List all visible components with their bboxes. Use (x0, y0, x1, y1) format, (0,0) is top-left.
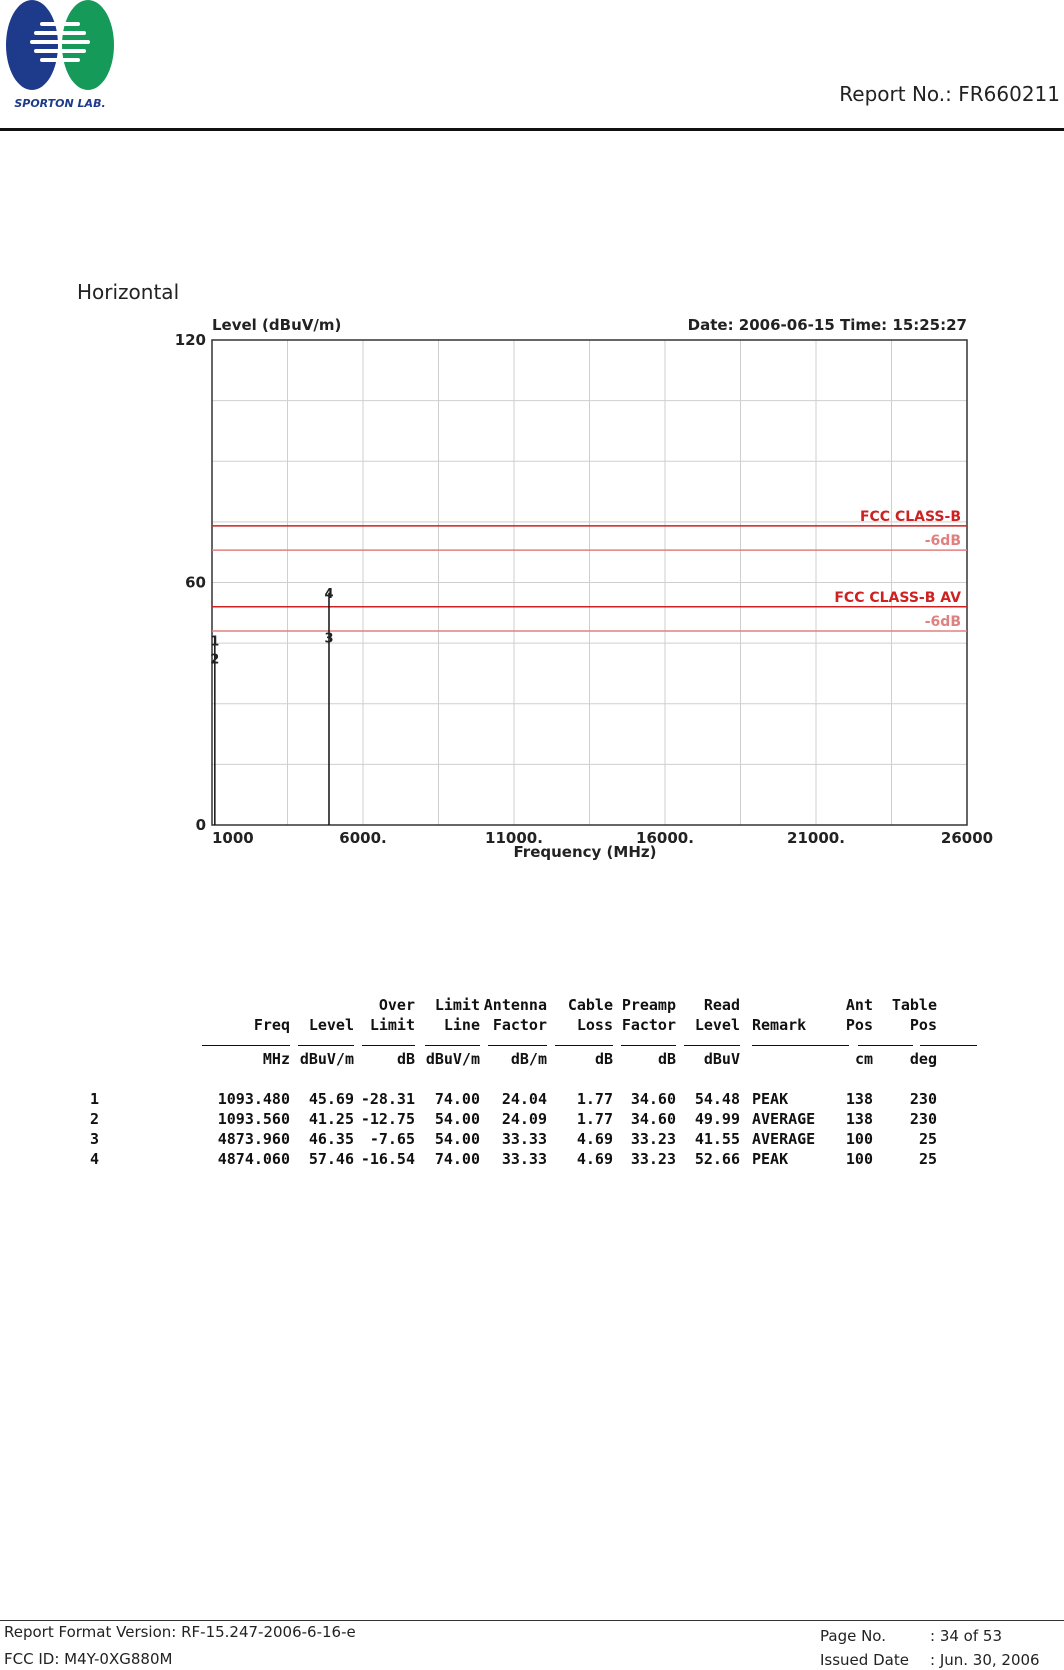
table-cell: 33.33 (501, 1150, 547, 1168)
header-underline (684, 1045, 740, 1046)
table-cell: 24.04 (501, 1090, 547, 1108)
x-tick-label: 11000. (485, 829, 543, 847)
row-number: 4 (90, 1150, 100, 1168)
report-number: Report No.: FR660211 (839, 82, 1060, 106)
table-cell: 74.00 (434, 1090, 480, 1108)
table-cell: 24.09 (501, 1110, 547, 1128)
table-cell: 4874.060 (217, 1150, 290, 1168)
table-cell: 52.66 (694, 1150, 740, 1168)
issued-date-value: : Jun. 30, 2006 (930, 1651, 1040, 1669)
x-tick-label: 1000 (212, 829, 254, 847)
marker-lines (210, 587, 333, 825)
x-tick-label: 21000. (787, 829, 845, 847)
table-cell: 54.00 (434, 1130, 480, 1148)
y-tick-label: 60 (185, 573, 206, 592)
footer-divider (0, 1620, 1064, 1621)
table-cell: AVERAGE (752, 1130, 816, 1148)
row-number: 3 (90, 1130, 100, 1148)
logo-text: SPORTON LAB. (14, 97, 106, 110)
sporton-lab-logo (4, 0, 116, 112)
marker-label: 3 (324, 631, 334, 647)
table-cell: AVERAGE (752, 1110, 816, 1128)
table-cell: -12.75 (360, 1110, 415, 1128)
table-cell: 100 (845, 1150, 873, 1168)
emission-chart (165, 310, 995, 880)
table-cell: -28.31 (360, 1090, 415, 1108)
table-header: Level (694, 1016, 740, 1034)
table-header-top: Antenna (483, 996, 547, 1014)
limit-line-label: -6dB (924, 614, 961, 630)
table-cell: 41.55 (694, 1130, 740, 1148)
table-cell: -16.54 (360, 1150, 415, 1168)
x-tick-label: 6000. (339, 829, 387, 847)
table-unit: dB (396, 1050, 415, 1068)
header-underline (425, 1045, 480, 1046)
table-unit: dB/m (510, 1050, 547, 1068)
table-unit: dB (657, 1050, 676, 1068)
table-header: Factor (621, 1016, 676, 1034)
table-cell: 54.00 (434, 1110, 480, 1128)
table-header: Factor (492, 1016, 547, 1034)
table-cell: 54.48 (694, 1090, 740, 1108)
table-unit: cm (854, 1050, 873, 1068)
header-underline (858, 1045, 913, 1046)
table-cell: 45.69 (308, 1090, 354, 1108)
table-cell: -7.65 (369, 1130, 415, 1148)
table-header: Freq (253, 1016, 290, 1034)
table-cell: PEAK (752, 1090, 789, 1108)
table-cell: 74.00 (434, 1150, 480, 1168)
table-header: Remark (752, 1016, 807, 1034)
header-underline (621, 1045, 676, 1046)
table-header: Level (308, 1016, 354, 1034)
chart-timestamp: Date: 2006-06-15 Time: 15:25:27 (687, 316, 967, 334)
table-cell: 33.23 (630, 1150, 676, 1168)
table-cell: 33.33 (501, 1130, 547, 1148)
table-cell: 33.23 (630, 1130, 676, 1148)
table-header-top: Over (378, 996, 415, 1014)
report-format-version: Report Format Version: RF-15.247-2006-6-16-e (4, 1623, 356, 1641)
table-cell: 25 (918, 1150, 937, 1168)
table-cell: 1093.480 (217, 1090, 290, 1108)
header-underline (488, 1045, 547, 1046)
table-cell: 34.60 (630, 1110, 676, 1128)
x-tick-label: 26000 (940, 829, 994, 847)
table-unit: dBuV/m (299, 1050, 354, 1068)
header-underline (202, 1045, 290, 1046)
marker-label: 1 (210, 634, 220, 650)
section-title: Horizontal (77, 280, 180, 304)
row-number: 2 (90, 1110, 100, 1128)
table-cell: 4.69 (576, 1130, 613, 1148)
table-header-top: Read (703, 996, 740, 1014)
table-cell: 57.46 (308, 1150, 354, 1168)
table-header-top: Ant (845, 996, 873, 1014)
table-cell: 4.69 (576, 1150, 613, 1168)
issued-date-label: Issued Date (820, 1651, 909, 1669)
header-underline (752, 1045, 849, 1046)
table-cell: 46.35 (308, 1130, 354, 1148)
table-unit: MHz (262, 1050, 290, 1068)
header-underline (555, 1045, 613, 1046)
y-tick-label: 0 (195, 816, 206, 834)
page-value: : 34 of 53 (930, 1627, 1002, 1645)
header-underline (298, 1045, 354, 1046)
limit-line-label: FCC CLASS-B AV (834, 589, 961, 606)
table-cell: 230 (909, 1110, 937, 1128)
x-axis-label: Frequency (MHz) (513, 843, 657, 861)
table-cell: 1.77 (576, 1110, 613, 1128)
table-header-top: Limit (434, 996, 480, 1014)
row-number: 1 (90, 1090, 100, 1108)
y-axis-label: Level (dBuV/m) (212, 316, 342, 334)
table-cell: 138 (845, 1090, 873, 1108)
table-cell: 25 (918, 1130, 937, 1148)
table-header-top: Table (891, 996, 937, 1014)
header-divider (0, 128, 1064, 131)
table-header-top: Cable (567, 996, 613, 1014)
header-underline (920, 1045, 977, 1046)
table-unit: deg (909, 1050, 937, 1068)
table-unit: dBuV (703, 1050, 740, 1068)
table-unit: dB (594, 1050, 613, 1068)
marker-label: 4 (324, 586, 334, 602)
table-unit: dBuV/m (425, 1050, 480, 1068)
page-label: Page No. (820, 1627, 886, 1645)
table-cell: 41.25 (308, 1110, 354, 1128)
table-cell: 1093.560 (217, 1110, 290, 1128)
table-cell: 4873.960 (217, 1130, 290, 1148)
x-tick-label: 16000. (636, 829, 694, 847)
table-header: Pos (845, 1016, 873, 1034)
table-header: Line (443, 1016, 480, 1034)
y-tick-label: 120 (174, 331, 206, 349)
table-cell: PEAK (752, 1150, 789, 1168)
marker-label: 2 (210, 652, 220, 668)
table-cell: 100 (845, 1130, 873, 1148)
fcc-id: FCC ID: M4Y-0XG880M (4, 1650, 173, 1668)
table-cell: 138 (845, 1110, 873, 1128)
limit-line-label: -6dB (924, 533, 961, 550)
table-header-top: Preamp (621, 996, 676, 1014)
table-cell: 34.60 (630, 1090, 676, 1108)
table-cell: 1.77 (576, 1090, 613, 1108)
header-underline (362, 1045, 415, 1046)
table-header: Loss (576, 1016, 613, 1034)
table-header: Pos (909, 1016, 937, 1034)
table-header: Limit (369, 1016, 415, 1034)
table-cell: 230 (909, 1090, 937, 1108)
chart-grid (212, 340, 967, 825)
limit-line-label: FCC CLASS-B (859, 508, 961, 525)
table-cell: 49.99 (694, 1110, 740, 1128)
